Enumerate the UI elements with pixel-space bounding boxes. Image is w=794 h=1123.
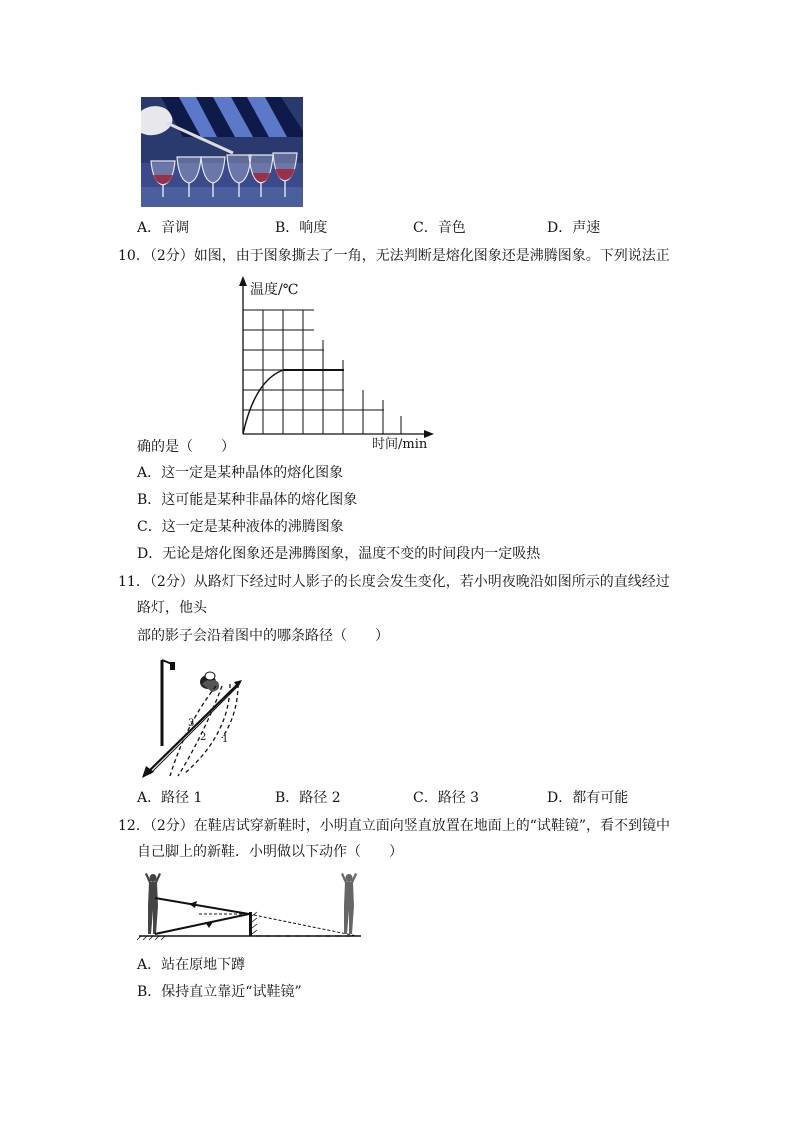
q9-option-d[interactable]: D．声速 xyxy=(547,220,601,236)
q11-option-b[interactable]: B．路径 2 xyxy=(275,790,341,806)
q11-option-d[interactable]: D．都有可能 xyxy=(547,790,629,806)
q9-option-b[interactable]: B．响度 xyxy=(275,220,328,236)
q10-stem-line1: 10．（2分）如图，由于图象撕去了一角，无法判断是熔化图象还是沸腾图象。下列说法正 xyxy=(118,248,670,264)
path-label-1: 1 xyxy=(222,734,229,745)
q9-option-a[interactable]: A．音调 xyxy=(137,220,190,236)
q11-option-c[interactable]: C．路径 3 xyxy=(413,790,480,806)
q12-option-b[interactable]: B．保持直立靠近“试鞋镜” xyxy=(137,984,302,1000)
q10-option-c[interactable]: C．这一定是某种液体的沸腾图象 xyxy=(137,519,344,535)
q10-temperature-graph xyxy=(228,272,438,452)
q9-option-c[interactable]: C．音色 xyxy=(413,220,466,236)
graph-y-label: 温度/℃ xyxy=(250,282,299,298)
q10-stem-line2: 确的是（ ） xyxy=(137,439,235,455)
q12-stem-line2: 自己脚上的新鞋．小明做以下动作（ ） xyxy=(137,844,403,860)
q12-option-a[interactable]: A．站在原地下蹲 xyxy=(137,957,246,973)
q11-streetlight-diagram xyxy=(138,654,250,780)
q11-stem-line2: 路灯，他头 xyxy=(137,600,207,616)
q10-option-b[interactable]: B．这可能是某种非晶体的熔化图象 xyxy=(137,492,358,508)
path-label-3: 3 xyxy=(188,718,195,729)
q12-mirror-diagram xyxy=(137,870,367,942)
path-label-2: 2 xyxy=(200,732,207,743)
q12-stem-line1: 12．（2分）在鞋店试穿新鞋时，小明直立面向竖直放置在地面上的“试鞋镜”，看不到镜中 xyxy=(118,818,671,834)
q11-stem-line3: 部的影子会沿着图中的哪条路径（ ） xyxy=(137,628,389,644)
q10-option-a[interactable]: A．这一定是某种晶体的熔化图象 xyxy=(137,465,344,481)
wine-glasses-photo xyxy=(141,97,303,207)
q11-stem-line1: 11．（2分）从路灯下经过时人影子的长度会发生变化，若小明夜晚沿如图所示的直线经过 xyxy=(118,574,670,590)
q10-option-d[interactable]: D．无论是熔化图象还是沸腾图象，温度不变的时间段内一定吸热 xyxy=(137,546,541,562)
graph-x-label: 时间/min xyxy=(372,437,428,452)
q11-option-a[interactable]: A．路径 1 xyxy=(137,790,203,806)
